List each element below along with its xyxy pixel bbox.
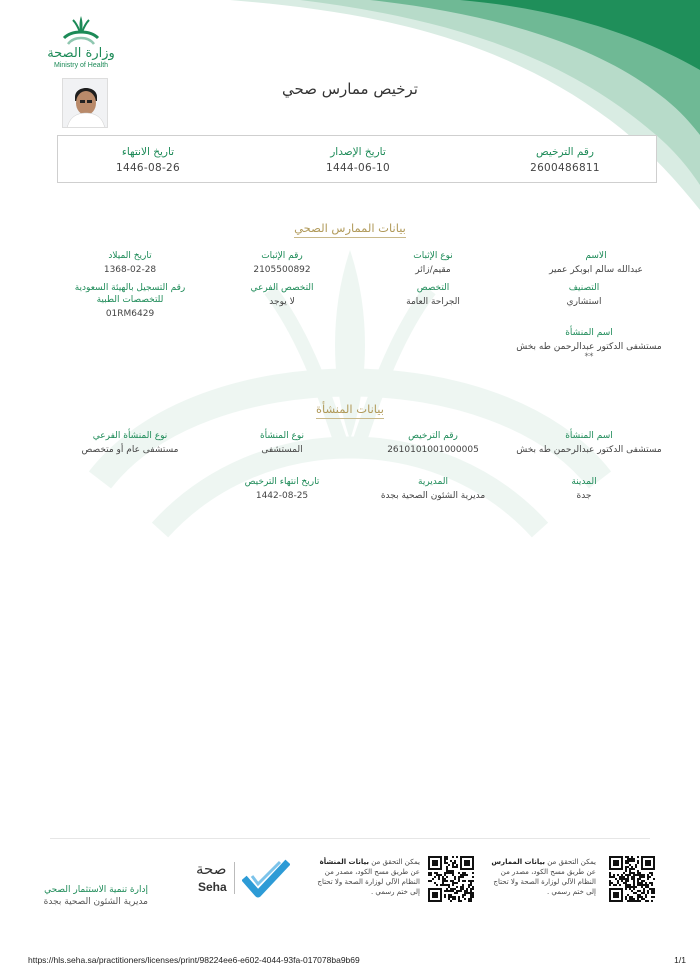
practitioner-verify-body: عن طريق مسح الكود، مصدر من النظام الآلي لوزارة الصحة ولا تحتاج إلى ختم رسمي .: [493, 868, 596, 896]
scfhs-number-field: [60, 282, 200, 320]
practitioner-verify-note: [486, 857, 596, 897]
id-number-label: رقم الإثبات: [261, 251, 303, 261]
document-title: ترخيص ممارس صحي: [282, 80, 418, 98]
city-value: جدة: [576, 491, 592, 501]
palm-swords-icon: [60, 14, 102, 46]
id-number-value: 2105500892: [253, 265, 311, 275]
practitioner-section-title-text: بيانات الممارس الصحي: [294, 221, 406, 238]
facility-verify-note: [310, 857, 420, 897]
city-field: [514, 476, 654, 502]
birth-date-value: 1368-02-28: [103, 265, 157, 275]
department-name: إدارة تنمية الاستثمار الصحي: [44, 885, 148, 895]
practitioner-name-value: عبدالله سالم ابوبكر عمير: [549, 265, 643, 275]
facility-section-title-text: بيانات المنشأة: [316, 402, 384, 419]
specialty-value: الجراحة العامة: [406, 297, 460, 307]
practitioner-facility-value: مستشفى الدكتور عبدالرحمن طه بخش: [516, 342, 662, 352]
facility-license-label: رقم الترخيص: [408, 431, 458, 441]
seha-arabic-text: صحة: [196, 860, 227, 878]
facility-name-value: مستشفى الدكتور عبدالرحمن طه بخش: [516, 445, 662, 455]
id-type-label: نوع الإثبات: [413, 251, 453, 261]
facility-verify-prefix: يمكن التحقق من: [368, 858, 420, 866]
classification-label: التصنيف: [568, 283, 600, 293]
directorate-field: [363, 476, 503, 502]
moh-watermark-icon: [40, 230, 660, 560]
facility-subtype-field: [60, 430, 200, 456]
facility-qr-code[interactable]: [428, 856, 474, 902]
issuing-department: [38, 884, 148, 908]
facility-name-field: [514, 430, 664, 456]
facility-license-expiry-field: [212, 476, 352, 502]
facility-type-value: المستشفى: [261, 445, 303, 455]
license-number-value: 2600486811: [530, 162, 600, 174]
expiry-date-group: [88, 146, 208, 174]
directorate-value: مديرية الشئون الصحية بجدة: [380, 491, 486, 501]
license-number-label: رقم الترخيص: [535, 146, 595, 158]
facility-section-title: [0, 402, 700, 416]
practitioner-qr-code[interactable]: [609, 856, 655, 902]
logo-arabic-text: وزارة الصحة: [47, 46, 115, 61]
issue-date-label: تاريخ الإصدار: [330, 146, 386, 158]
specialty-field: [363, 282, 503, 308]
subspecialty-label: التخصص الفرعي: [250, 283, 314, 293]
facility-verify-bold: بيانات المنشأة: [319, 858, 369, 866]
facility-license-value: 2610101001000005: [387, 445, 479, 455]
classification-value: استشاري: [566, 297, 602, 307]
seha-divider: [234, 862, 235, 894]
license-number-group: [505, 146, 625, 174]
seha-checkmark-icon: [242, 858, 290, 898]
id-type-value: مقيم/زائر: [415, 265, 451, 275]
facility-subtype-value: مستشفى عام أو متخصص: [81, 445, 179, 455]
footer-divider: [50, 838, 650, 839]
facility-license-expiry-value: 1442-08-25: [255, 491, 309, 501]
expiry-date-label: تاريخ الانتهاء: [121, 146, 175, 158]
subspecialty-value: لا يوجد: [269, 297, 295, 307]
facility-subtype-label: نوع المنشأة الفرعي: [92, 431, 168, 441]
practitioner-facility-suffix: **: [584, 352, 594, 362]
practitioner-verify-prefix: يمكن التحقق من: [544, 858, 596, 866]
practitioner-verify-bold: بيانات الممارس: [491, 858, 545, 866]
issue-date-value: 1444-06-10: [325, 162, 391, 174]
directorate-name: مديرية الشئون الصحية بجدة: [43, 897, 148, 907]
facility-name-label: اسم المنشأة: [565, 431, 613, 441]
facility-type-field: [212, 430, 352, 456]
id-type-field: [363, 250, 503, 276]
facility-type-label: نوع المنشأة: [259, 431, 305, 441]
practitioner-name-field: [526, 250, 666, 276]
subspecialty-field: [212, 282, 352, 308]
practitioner-name-label: الاسم: [585, 251, 607, 261]
print-url: https://hls.seha.sa/practitioners/licenses/print/98224ee6-e602-4044-93fa-017078ba9b69: [28, 955, 360, 965]
birth-date-field: [60, 250, 200, 276]
seha-english-text: Seha: [198, 880, 227, 894]
scfhs-number-label: رقم التسجيل بالهيئة السعودية للتخصصات الطبية: [74, 283, 186, 305]
facility-license-field: [363, 430, 503, 456]
practitioner-facility-field: [514, 327, 664, 361]
practitioner-facility-label: اسم المنشأة: [565, 328, 613, 338]
seha-logo: [194, 856, 294, 901]
license-summary-box: [57, 135, 657, 183]
id-number-field: [212, 250, 352, 276]
practitioner-section-title: [0, 221, 700, 235]
city-label: المدينة: [571, 477, 597, 487]
classification-field: [514, 282, 654, 308]
scfhs-number-value: 01RM6429: [105, 309, 155, 319]
facility-license-expiry-label: تاريخ انتهاء الترخيص: [244, 477, 320, 487]
specialty-label: التخصص: [416, 283, 450, 293]
directorate-label: المديرية: [418, 477, 448, 487]
facility-verify-body: عن طريق مسح الكود، مصدر من النظام الآلي لوزارة الصحة ولا تحتاج إلى ختم رسمي .: [317, 868, 420, 896]
page-number: 1/1: [674, 955, 686, 965]
expiry-date-value: 1446-08-26: [115, 162, 181, 174]
birth-date-label: تاريخ الميلاد: [108, 251, 152, 261]
logo-english-text: Ministry of Health: [53, 62, 109, 69]
moh-logo: [46, 14, 116, 76]
issue-date-group: [298, 146, 418, 174]
